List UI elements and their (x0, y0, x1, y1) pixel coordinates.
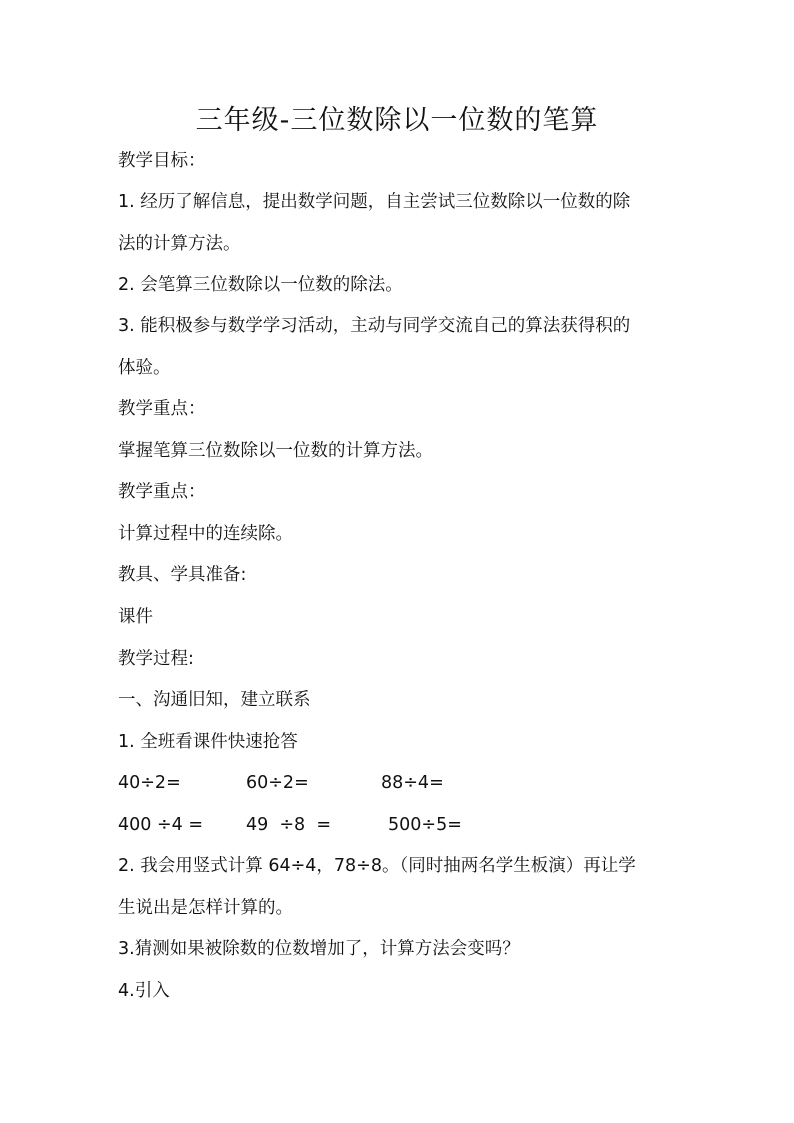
quick-answer-item: 400 ÷4 = (118, 815, 203, 835)
quick-answer-item: 500÷5= (388, 815, 462, 835)
key-points-text: 掌握笔算三位数除以一位数的计算方法。 (118, 441, 433, 461)
objectives-heading: 教学目标： (118, 151, 206, 171)
document-title: 三年级-三位数除以一位数的笔算 (195, 105, 599, 136)
difficult-points-text: 计算过程中的连续除。 (118, 524, 293, 544)
objective-3-line-2: 体验。 (118, 358, 171, 378)
step-4: 4.引入 (118, 981, 170, 1001)
objective-3-line-1: 3. 能积极参与数学学习活动，主动与同学交流自己的算法获得积的 (118, 316, 631, 336)
materials-text: 课件 (118, 607, 153, 627)
quick-answer-item: 60÷2= (246, 773, 309, 793)
materials-heading: 教具、学具准备: (118, 565, 247, 585)
step-3: 3.猜测如果被除数的位数增加了，计算方法会变吗？ (118, 939, 520, 959)
quick-answer-item: 40÷2= (118, 773, 181, 793)
step-2-line-2: 生说出是怎样计算的。 (118, 898, 293, 918)
objective-1-line-1: 1. 经历了解信息，提出数学问题，自主尝试三位数除以一位数的除 (118, 192, 631, 212)
process-heading: 教学过程: (118, 649, 194, 669)
quick-answer-item: 49 ÷8 = (246, 815, 331, 835)
quick-answer-item: 88÷4= (381, 773, 444, 793)
objective-2: 2. 会笔算三位数除以一位数的除法。 (118, 275, 403, 295)
difficult-points-heading: 教学重点： (118, 482, 206, 502)
step-1: 1. 全班看课件快速抢答 (118, 732, 298, 752)
objective-1-line-2: 法的计算方法。 (118, 234, 241, 254)
step-2-line-1: 2. 我会用竖式计算 64÷4，78÷8。（同时抽两名学生板演）再让学 (118, 856, 636, 876)
section-1-heading: 一、沟通旧知，建立联系 (118, 690, 311, 710)
key-points-heading: 教学重点： (118, 399, 206, 419)
